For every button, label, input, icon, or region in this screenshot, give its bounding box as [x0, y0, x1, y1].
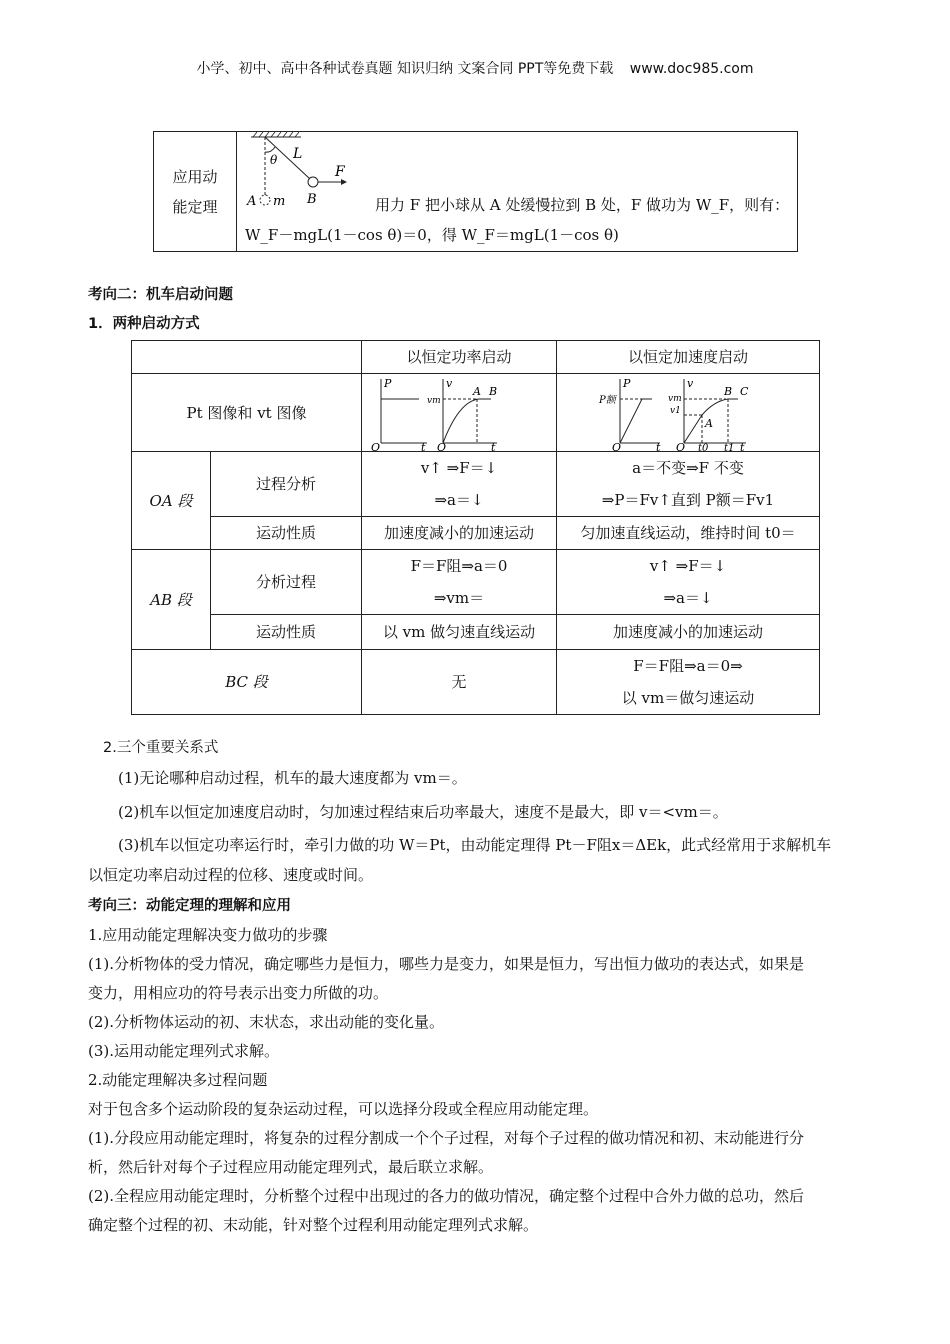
subsection-heading: 1．两种启动方式	[88, 316, 200, 332]
paragraph-line: (2).全程应用动能定理时，分析整个过程中出现过的各力的做功情况，确定整个过程中合外力做的总功，然后	[88, 1187, 805, 1205]
pendulum-cell	[237, 132, 798, 252]
svg-text:t0: t0	[698, 442, 709, 451]
svg-text:A: A	[705, 416, 713, 430]
col-header-constant-power: 以恒定功率启动	[362, 341, 557, 374]
svg-text:vm: vm	[668, 393, 682, 404]
cell-text: 以 vm 做匀速直线运动	[362, 615, 557, 650]
svg-text:t: t	[740, 440, 745, 451]
cell-text: v↑ ⇒F＝↓	[649, 557, 727, 575]
svg-text:L: L	[293, 146, 303, 162]
svg-text:O: O	[371, 440, 381, 451]
paragraph-line: (3).运用动能定理列式求解。	[88, 1042, 280, 1060]
paragraph-line: (2)机车以恒定加速度启动时，匀加速过程结束后功率最大，速度不是最大，即 v＝<vm＝。	[118, 803, 728, 821]
row-label: 运动性质	[211, 517, 362, 550]
svg-text:B: B	[489, 384, 498, 398]
cell-text: F＝F阻⇒a＝0⇒	[633, 657, 743, 675]
row-label: 分析过程	[211, 550, 362, 615]
svg-text:v1: v1	[670, 405, 681, 416]
cell-text: 加速度减小的加速运动	[362, 517, 557, 550]
ab-segment-label: AB 段	[150, 590, 192, 609]
cell-text: 匀加速直线运动，维持时间 t0＝	[557, 517, 820, 550]
paragraph-line: 对于包含多个运动阶段的复杂运动过程，可以选择分段或全程应用动能定理。	[88, 1100, 599, 1118]
svg-text:A: A	[247, 194, 257, 209]
cell-text: ⇒vm＝	[433, 589, 485, 607]
paragraph-line: (1).分段应用动能定理时，将复杂的过程分割成一个个子过程，对每个子过程的做功情况和初、末动能进行分	[88, 1129, 805, 1147]
svg-text:O: O	[437, 440, 447, 451]
constant-power-graphs	[362, 374, 557, 452]
svg-text:A: A	[473, 384, 481, 398]
paragraph-line: (1).分析物体的受力情况，确定哪些力是恒力，哪些力是变力，如果是恒力，写出恒力做功的表达式，如果是	[88, 955, 805, 973]
pt-vt-graph-acceleration	[598, 375, 778, 451]
cell-text: a＝不变⇒F 不变	[632, 459, 744, 477]
svg-text:t1: t1	[724, 442, 735, 451]
cell-text: 以 vm＝做匀速运动	[621, 689, 755, 707]
subsection-heading: 2.三个重要关系式	[103, 740, 219, 756]
paragraph-line: 2.动能定理解决多过程问题	[88, 1071, 268, 1089]
svg-text:m: m	[273, 194, 286, 209]
svg-text:P: P	[384, 376, 392, 390]
svg-text:O: O	[612, 440, 622, 451]
paragraph-line: (3)机车以恒定功率运行时，牵引力做的功 W＝Pt，由动能定理得 Pt－F阻x＝ΔEk，此式经常用于求解机车	[118, 836, 832, 854]
row-label: 运动性质	[211, 615, 362, 650]
row-label: 应用动 能定理	[154, 132, 237, 252]
svg-text:t: t	[656, 440, 661, 451]
oa-segment-label: OA 段	[149, 491, 193, 510]
section-heading: 考向三：动能定理的理解和应用	[88, 898, 291, 914]
section3-body	[88, 921, 804, 1240]
col-header-constant-acceleration: 以恒定加速度启动	[557, 341, 820, 374]
constant-acceleration-graphs	[557, 374, 820, 452]
paragraph-line: (2).分析物体运动的初、末状态，求出动能的变化量。	[88, 1013, 445, 1031]
pt-vt-graph-power	[369, 375, 549, 451]
svg-text:P额: P额	[599, 394, 616, 406]
svg-text:P: P	[623, 376, 631, 390]
header-text: 小学、初中、高中各种试卷真题 知识归纳 文案合同 PPT等免费下载	[196, 61, 614, 77]
row-label-graphs: Pt 图像和 vt 图像	[132, 374, 362, 452]
bc-segment-label: BC 段	[225, 673, 268, 691]
paragraph-line: 确定整个过程的初、末动能，针对整个过程利用动能定理列式求解。	[88, 1216, 539, 1234]
cell-text: ⇒P＝Fv↑直到 P额＝Fv1	[601, 491, 775, 509]
work-energy-table	[153, 131, 798, 252]
cell-text: F＝F阻⇒a＝0	[410, 557, 508, 575]
pendulum-equation: W_F－mgL(1－cos θ)＝0，得 W_F＝mgL(1－cos θ)	[245, 226, 619, 244]
paragraph-line: (1)无论哪种启动过程，机车的最大速度都为 vm＝。	[118, 769, 467, 787]
svg-text:F: F	[335, 164, 345, 180]
page-header	[0, 58, 950, 78]
pendulum-description: 用力 F 把小球从 A 处缓慢拉到 B 处，F 做功为 W_F，则有：	[375, 196, 790, 214]
svg-text:O: O	[676, 440, 686, 451]
svg-text:vm: vm	[427, 395, 441, 406]
row-label: 过程分析	[211, 452, 362, 517]
svg-text:θ: θ	[270, 153, 278, 167]
svg-text:t: t	[491, 440, 496, 451]
svg-text:v: v	[446, 376, 453, 390]
paragraph-line: 变力，用相应功的符号表示出变力所做的功。	[88, 984, 389, 1002]
locomotive-start-table	[131, 340, 820, 715]
section-heading: 考向二：机车启动问题	[88, 287, 233, 303]
cell-text: ⇒a＝↓	[663, 589, 713, 607]
cell-text: ⇒a＝↓	[434, 491, 484, 509]
svg-text:B: B	[724, 384, 733, 398]
paragraph-line: 以恒定功率启动过程的位移、速度或时间。	[88, 866, 374, 884]
paragraph-line: 析，然后针对每个子过程应用动能定理列式，最后联立求解。	[88, 1158, 494, 1176]
svg-text:t: t	[421, 440, 426, 451]
svg-text:v: v	[687, 376, 694, 390]
cell-text: v↑ ⇒F＝↓	[420, 459, 498, 477]
cell-text: 无	[362, 650, 557, 715]
cell-text: 加速度减小的加速运动	[557, 615, 820, 650]
svg-text:C: C	[740, 384, 749, 398]
header-url[interactable]: www.doc985.com	[629, 61, 754, 77]
paragraph-line: 1.应用动能定理解决变力做功的步骤	[88, 926, 328, 944]
pendulum-diagram	[243, 132, 353, 212]
svg-text:B: B	[307, 192, 317, 207]
